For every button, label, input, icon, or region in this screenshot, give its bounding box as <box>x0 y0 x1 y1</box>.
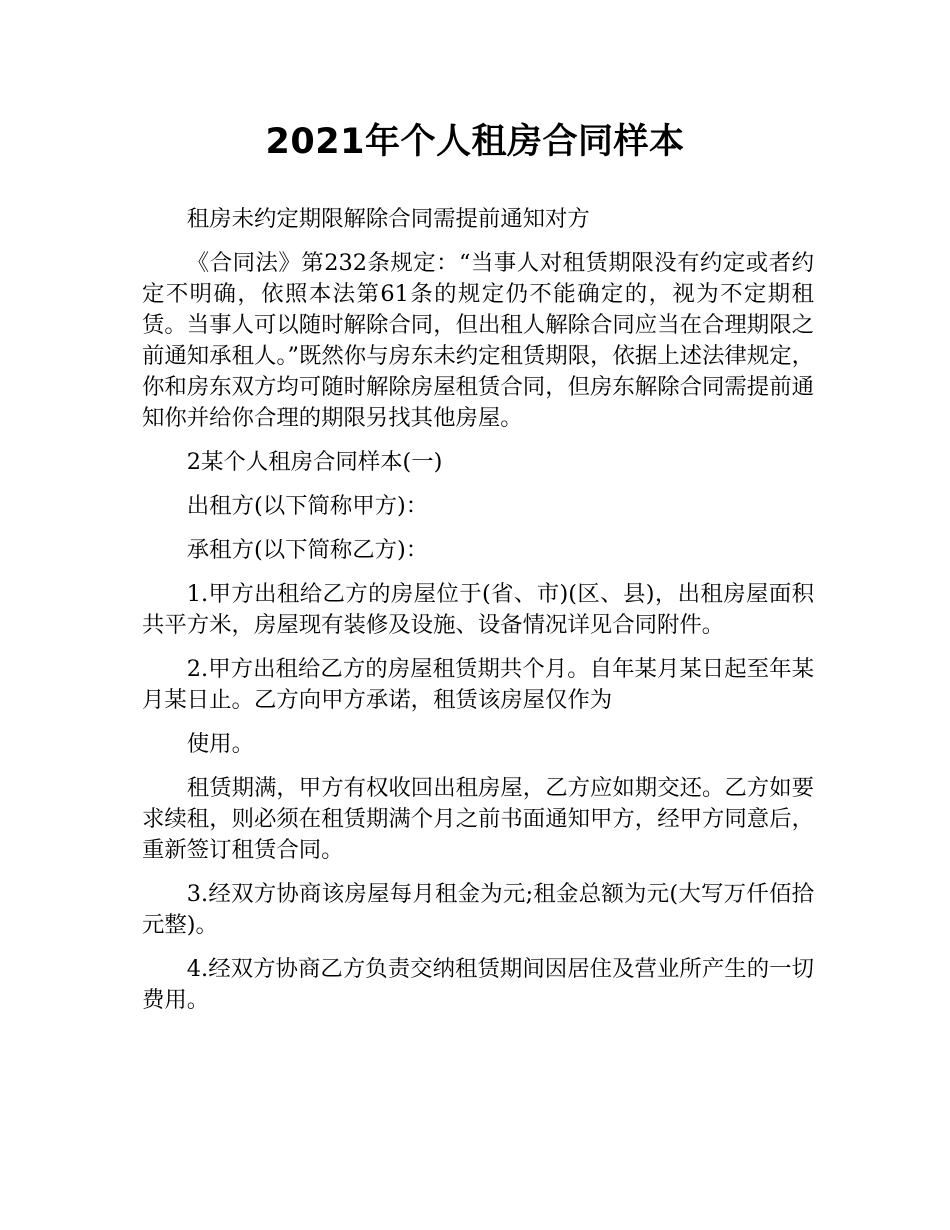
paragraph-contract-law: 《合同法》第232条规定：“当事人对租赁期限没有约定或者约定不明确，依照本法第61条的规定仍不能确定的，视为不定期租赁。当事人可以随时解除合同，但出租人解除合同应当在合理期限之前通知承租人。”既然你与房东未约定租赁期限，依据上述法律规定，你和房东双方均可随时解除房屋租赁合同，但房东解除合同需提前通知你并给你合理的期限另找其他房屋。 <box>142 250 814 431</box>
paragraph-usage: 使用。 <box>186 731 254 757</box>
paragraph-lessee: 承租方(以下简称乙方)： <box>186 537 429 563</box>
paragraph-renewal: 租赁期满，甲方有权收回出租房屋，乙方应如期交还。乙方如要求续租，则必须在租赁期满个月之前书面通知甲方，经甲方同意后，重新签订租赁合同。 <box>142 775 814 863</box>
paragraph-clause-3: 3.经双方协商该房屋每月租金为元;租金总额为元(大写万仟佰拾元整)。 <box>142 881 814 938</box>
paragraph-lessor: 出租方(以下简称甲方)： <box>186 493 429 519</box>
paragraph-clause-2: 2.甲方出租给乙方的房屋租赁期共个月。自年某月某日起至年某月某日止。乙方向甲方承诺，租赁该房屋仅作为 <box>142 656 814 713</box>
paragraph-sample-heading: 2某个人租房合同样本(一) <box>186 449 443 475</box>
paragraph-clause-4: 4.经双方协商乙方负责交纳租赁期间因居住及营业所产生的一切费用。 <box>142 956 814 1013</box>
document-body <box>142 204 814 1029</box>
paragraph-intro-heading: 租房未约定期限解除合同需提前通知对方 <box>186 206 590 232</box>
document-title: 2021年个人租房合同样本 <box>265 122 685 162</box>
paragraph-clause-1: 1.甲方出租给乙方的房屋位于(省、市)(区、县)，出租房屋面积共平方米，房屋现有装修及设施、设备情况详见合同附件。 <box>142 581 814 638</box>
